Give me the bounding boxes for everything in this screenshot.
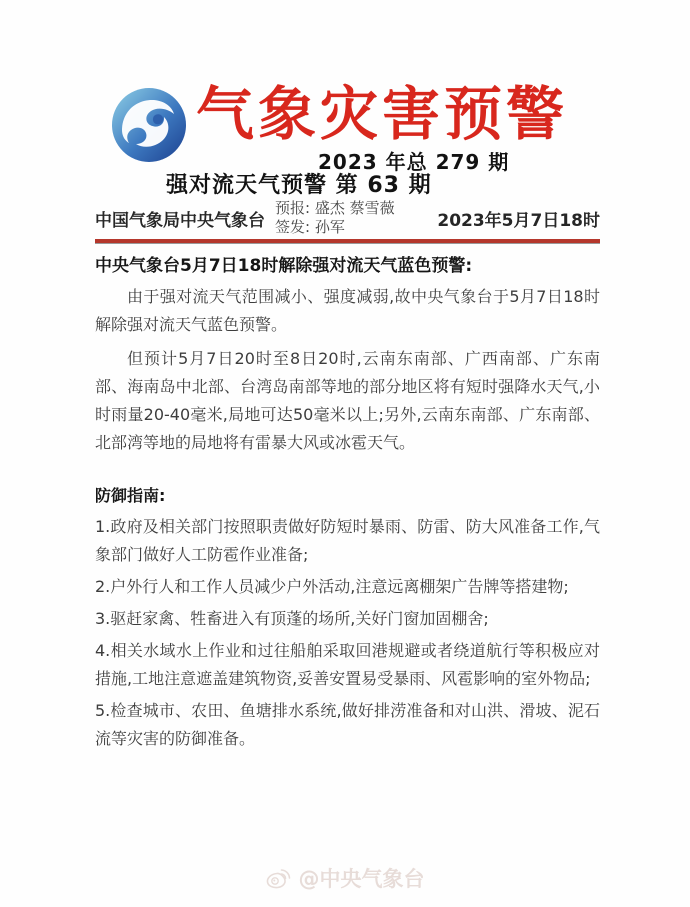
document-title: 气象灾害预警 [196, 80, 569, 148]
forecast-label: 预报: [275, 199, 311, 217]
defense-guide-item: 3.驱赶家禽、牲畜进入有顶蓬的场所,关好门窗加固棚舍; [95, 609, 489, 628]
document-body [95, 252, 600, 757]
defense-guide-item: 1.政府及相关部门按照职责做好防短时暴雨、防雷、防大风准备工作,气象部门做好人工防雹作业准备; [95, 517, 600, 564]
cma-logo [110, 86, 188, 164]
signer-name: 孙军 [314, 218, 345, 236]
body-paragraph: 由于强对流天气范围减小、强度减弱,故中央气象台于5月7日18时解除强对流天气蓝色预警。 [95, 287, 600, 334]
forecaster-line [275, 199, 437, 218]
defense-guide-item: 2.户外行人和工作人员减少户外活动,注意远离棚架广告牌等搭建物; [95, 577, 569, 596]
watermark-text: @中央气象台 [298, 867, 425, 891]
issuing-agency: 中国气象局中央气象台 [95, 210, 265, 231]
weibo-watermark [266, 863, 425, 893]
defense-guide-item: 5.检查城市、农田、鱼塘排水系统,做好排涝准备和对山洪、滑坡、泥石流等灾害的防御准备。 [95, 701, 600, 748]
warning-issue-line: 强对流天气预警 第 63 期 [166, 173, 432, 198]
signer-line [275, 218, 437, 237]
body-paragraph: 但预计5月7日20时至8日20时,云南东南部、广西南部、广东南部、海南岛中北部、台湾岛南部等地的部分地区将有短时强降水天气,小时雨量20-40毫米,局地可达50毫米以上;另外,云南东南部、广东南部、北部湾等地的局地将有雷暴大风或冰雹天气。 [95, 349, 600, 452]
alert-headline: 中央气象台5月7日18时解除强对流天气蓝色预警: [95, 256, 473, 276]
defense-guide-item: 4.相关水域水上作业和过往船舶采取回港规避或者绕道航行等积极应对措施,工地注意遮盖建筑物资,妥善安置易受暴雨、风雹影响的室外物品; [95, 641, 600, 688]
header-divider-rule [95, 239, 600, 244]
sign-label: 签发: [275, 218, 311, 236]
issue-datetime: 2023年5月7日18时 [437, 210, 600, 231]
forecaster-names: 盛杰 蔡雪薇 [314, 199, 395, 217]
defense-guide-title: 防御指南: [95, 486, 166, 505]
weibo-icon [266, 866, 292, 890]
issue-year-line: 2023 年总 279 期 [318, 150, 510, 174]
forecaster-signer-block [275, 199, 437, 237]
issuer-info-row [95, 199, 600, 237]
